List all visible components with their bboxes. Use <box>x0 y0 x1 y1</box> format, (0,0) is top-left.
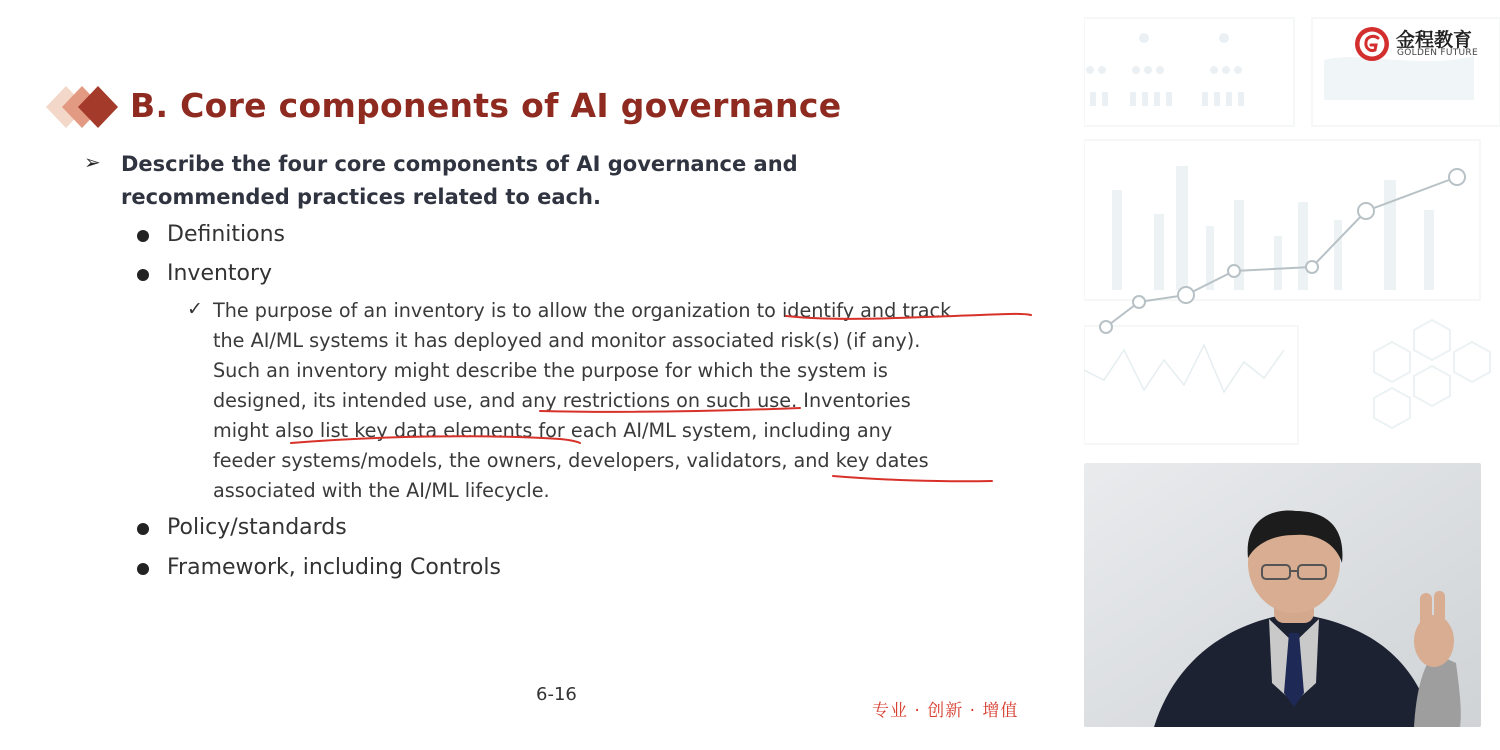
detail-line: Such an inventory might describe the purpose for which the system is <box>213 359 888 382</box>
logo-chinese-name: 金程教育 <box>1396 29 1473 51</box>
detail-line: associated with the AI/ML lifecycle. <box>213 479 550 502</box>
footer-slogan: 专业 · 创新 · 增值 <box>872 701 1019 721</box>
arrowhead-icon: ➢ <box>84 150 101 174</box>
detail-line: designed, its intended use, and any restrictions on such use. Inventories <box>213 389 911 412</box>
learning-objective <box>121 148 881 214</box>
slide-title: B. Core components of AI governance <box>130 86 842 125</box>
presenter-video-icon <box>1084 463 1481 727</box>
decorative-infographic <box>1084 0 1500 460</box>
detail-line: The purpose of an inventory is to allow the organization to identify and track <box>213 299 952 322</box>
bullet-framework: Framework, including Controls <box>167 555 501 580</box>
detail-line: might also list key data elements for each AI/ML system, including any <box>213 419 893 442</box>
presenter-webcam <box>1084 463 1481 727</box>
detail-line: feeder systems/models, the owners, developers, validators, and key dates <box>213 449 929 472</box>
detail-line: the AI/ML systems it has deployed and monitor associated risk(s) (if any). <box>213 329 921 352</box>
golden-future-emblem-icon <box>1354 26 1390 62</box>
bullet-dot-icon <box>137 563 149 575</box>
objective-line: Describe the four core components of AI governance and <box>121 152 798 176</box>
bullet-dot-icon <box>137 269 149 281</box>
bullet-definitions: Definitions <box>167 222 285 247</box>
bullet-dot-icon <box>137 230 149 242</box>
logo-english-name: GOLDEN FUTURE <box>1397 48 1478 58</box>
golden-future-logo <box>1354 24 1494 64</box>
bullet-dot-icon <box>137 523 149 535</box>
page-number: 6-16 <box>536 684 577 705</box>
objective-line: recommended practices related to each. <box>121 185 601 209</box>
bullet-policy-standards: Policy/standards <box>167 515 347 540</box>
checkmark-icon: ✓ <box>187 298 203 320</box>
bullet-inventory: Inventory <box>167 261 273 286</box>
title-diamonds-icon <box>44 84 124 130</box>
inventory-detail <box>213 296 1043 506</box>
